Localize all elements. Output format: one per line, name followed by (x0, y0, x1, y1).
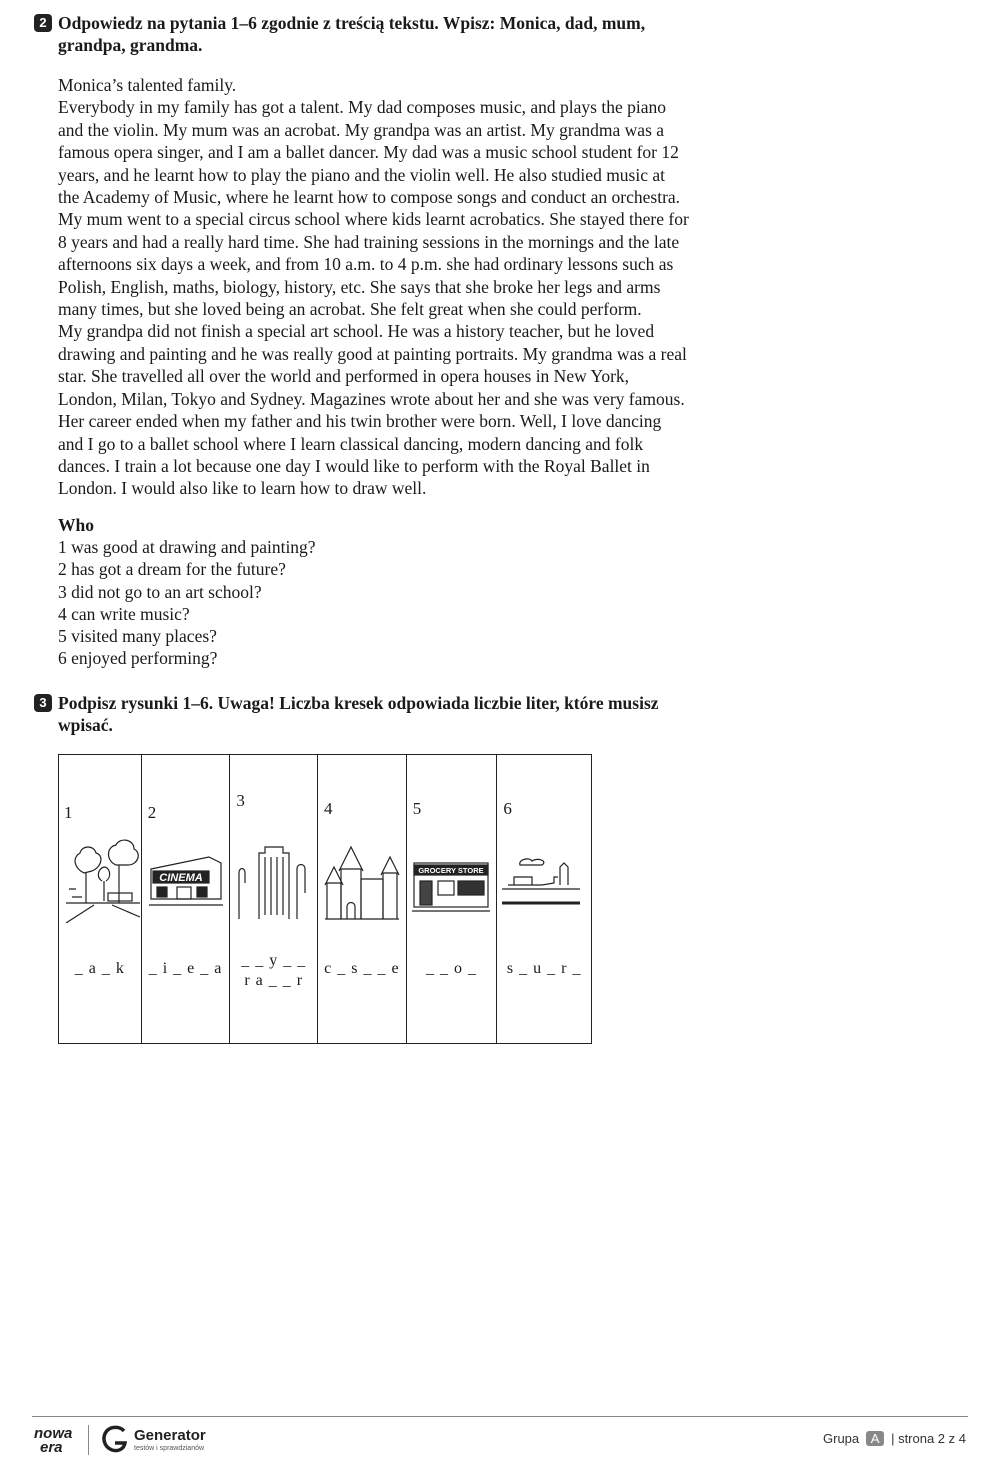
page-number: | strona 2 z 4 (891, 1431, 966, 1446)
answer-blank-line2[interactable]: r a _ _ r (244, 972, 304, 989)
text-line: drawing and painting and he was really good at painting portraits. My grandma was a real (58, 343, 687, 364)
question-item: 4 can write music? (58, 603, 190, 624)
picture-answer-blank[interactable] (230, 951, 317, 991)
text-line: star. She travelled all over the world and performed in opera houses in New York, (58, 366, 630, 387)
task2-instruction (34, 12, 734, 56)
generator-logo (100, 1423, 206, 1458)
park-icon (64, 833, 142, 923)
question-item: 5 visited many places? (58, 626, 217, 647)
picture-answer-blank[interactable]: _ a _ k (74, 960, 125, 977)
picture-cell-6 (497, 755, 591, 1043)
group-badge: A (866, 1431, 885, 1446)
picture-number: 3 (236, 791, 245, 810)
question-item: 2 has got a dream for the future? (58, 559, 286, 580)
task3-instruction-line2: wpisać. (58, 715, 113, 735)
text-line: many times, but she loved being an acrobat. She felt great when she could perform. (58, 299, 642, 320)
picture-number: 6 (503, 799, 512, 818)
text-line: and the violin. My mum was an acrobat. My grandpa was an artist. My grandma was a (58, 119, 665, 140)
logo-separator (88, 1425, 89, 1455)
picture-number: 4 (324, 799, 333, 818)
text-line: and I go to a ballet school where I learn classical dancing, modern dancing and folk (58, 433, 644, 454)
text-line: famous opera singer, and I am a ballet dancer. My dad was a music school student for 12 (58, 142, 679, 163)
question-item: 3 did not go to an art school? (58, 581, 262, 602)
cinema-icon (147, 833, 225, 923)
picture-answer-blank[interactable]: c _ s _ _ e (324, 960, 400, 977)
logo-nowa-text: nowa (34, 1425, 73, 1442)
text-line: Monica’s talented family. (58, 75, 237, 95)
task2-number-badge: 2 (34, 14, 52, 32)
generator-subtitle: testów i sprawdzianów (134, 1445, 205, 1452)
picture-answer-blank[interactable]: s _ u _ r _ (506, 960, 582, 977)
picture-cell-4 (318, 755, 407, 1043)
text-line: Polish, English, maths, biology, history, etc. She says that she broke her legs and arms (58, 276, 661, 297)
picture-cell-1 (59, 755, 142, 1043)
castle-icon (323, 833, 401, 923)
task2-instruction-line1: Odpowiedz na pytania 1–6 zgodnie z treścią tekstu. Wpisz: Monica, dad, mum, (58, 13, 646, 33)
group-label: Grupa (823, 1431, 860, 1446)
task3-number-badge: 3 (34, 694, 52, 712)
picture-number: 1 (64, 803, 73, 822)
pictures-table (58, 754, 592, 1044)
text-line: years, and he learnt how to play the piano and the violin well. He also studied music at (58, 164, 665, 185)
who-label: Who (58, 515, 94, 535)
text-line: London. I would also like to learn how to draw well. (58, 478, 427, 499)
generator-title: Generator (134, 1427, 206, 1444)
picture-cell-3 (230, 755, 318, 1043)
task3-instruction (34, 692, 734, 736)
task3-instruction-line1: Podpisz rysunki 1–6. Uwaga! Liczba kresek odpowiada liczbie liter, które musisz (58, 693, 659, 713)
generator-g-icon (100, 1423, 130, 1453)
page-info (823, 1431, 966, 1446)
skyscraper-icon (235, 833, 313, 923)
reading-text (58, 74, 748, 500)
page-footer (32, 1416, 968, 1457)
logo-era-text: era (40, 1439, 63, 1456)
text-line: My grandpa did not finish a special art school. He was a history teacher, but he loved (58, 321, 655, 342)
questions-list (58, 514, 658, 669)
picture-cell-2 (142, 755, 231, 1043)
cinema-sign-text: CINEMA (158, 872, 203, 884)
picture-number: 5 (412, 799, 422, 818)
picture-answer-blank[interactable]: _ _ o _ (426, 960, 478, 977)
text-line: the Academy of Music, where he learnt how to compose songs and conduct an orchestra. (58, 187, 681, 208)
shop-icon (412, 833, 490, 923)
text-line: London, Milan, Tokyo and Sydney. Magazines wrote about her and she was very famous. (58, 388, 685, 409)
question-item: 1 was good at drawing and painting? (58, 537, 316, 558)
picture-cell-5 (407, 755, 498, 1043)
task2-instruction-line2: grandpa, grandma. (58, 35, 203, 55)
answer-blank-line1[interactable]: _ _ y _ _ (241, 952, 307, 969)
text-line: Her career ended when my father and his twin brother were born. Well, I love dancing (58, 411, 662, 432)
nowa-era-logo (34, 1427, 72, 1455)
picture-answer-blank[interactable]: _ i _ e _ a (148, 960, 223, 977)
text-line: My mum went to a special circus school where kids learnt acrobatics. She stayed there for (58, 209, 689, 230)
shop-sign-text: GROCERY STORE (418, 866, 484, 875)
text-line: 8 years and had a really hard time. She had training sessions in the mornings and the late (58, 231, 680, 252)
question-item: 6 enjoyed performing? (58, 648, 218, 669)
text-line: Everybody in my family has got a talent. My dad composes music, and plays the piano (58, 97, 667, 118)
square-icon (502, 833, 580, 923)
text-line: afternoons six days a week, and from 10 a.m. to 4 p.m. she had ordinary lessons such as (58, 254, 674, 275)
picture-number: 2 (147, 803, 157, 822)
text-line: dances. I train a lot because one day I would like to perform with the Royal Ballet in (58, 455, 650, 476)
